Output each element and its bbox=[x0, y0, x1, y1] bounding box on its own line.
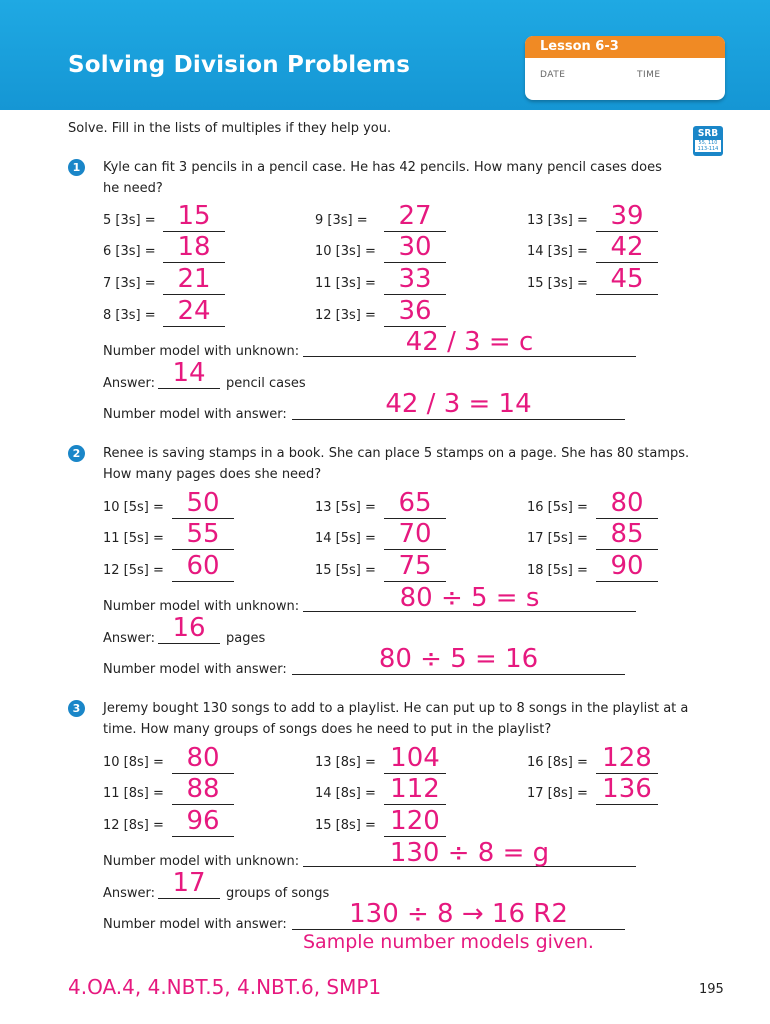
answer-unit: groups of songs bbox=[226, 886, 330, 901]
answer-blank[interactable] bbox=[172, 549, 234, 550]
multiple-label: 10 [8s] = bbox=[103, 755, 164, 770]
problem-text-line: he need? bbox=[103, 181, 163, 196]
problem-number-badge: 1 bbox=[68, 159, 85, 176]
handwritten-model-unknown: 42 / 3 = c bbox=[405, 327, 534, 357]
handwritten-value: 104 bbox=[390, 743, 440, 773]
handwritten-model-unknown: 130 ÷ 8 = g bbox=[389, 838, 550, 868]
answer-blank[interactable] bbox=[158, 643, 220, 644]
multiple-label: 13 [3s] = bbox=[527, 213, 588, 228]
multiple-label: 14 [8s] = bbox=[315, 786, 376, 801]
handwritten-value: 50 bbox=[186, 488, 220, 518]
handwritten-value: 18 bbox=[177, 232, 211, 262]
answer-blank[interactable] bbox=[384, 294, 446, 295]
answer-blank[interactable] bbox=[158, 898, 220, 899]
answer-blank[interactable] bbox=[163, 262, 225, 263]
handwritten-value: 30 bbox=[398, 232, 432, 262]
multiple-label: 12 [3s] = bbox=[315, 308, 376, 323]
model-answer-label: Number model with answer: bbox=[103, 407, 287, 422]
instructions: Solve. Fill in the lists of multiples if they help you. bbox=[68, 121, 392, 136]
answer-blank[interactable] bbox=[384, 836, 446, 837]
multiple-label: 10 [5s] = bbox=[103, 500, 164, 515]
model-answer-label: Number model with answer: bbox=[103, 917, 287, 932]
problem-text-line: time. How many groups of songs does he need to put in the playlist? bbox=[103, 722, 552, 737]
handwritten-value: 80 bbox=[186, 743, 220, 773]
answer-blank[interactable] bbox=[163, 326, 225, 327]
handwritten-value: 128 bbox=[602, 743, 652, 773]
answer-blank[interactable] bbox=[596, 262, 658, 263]
handwritten-model-answer: 80 ÷ 5 = 16 bbox=[378, 644, 539, 674]
problem-text-line: Renee is saving stamps in a book. She can place 5 stamps on a page. She has 80 stamps. bbox=[103, 446, 690, 461]
problem-text bbox=[103, 157, 662, 199]
srb-badge bbox=[693, 126, 723, 156]
answer-unit: pages bbox=[226, 631, 266, 646]
standards: 4.OA.4, 4.NBT.5, 4.NBT.6, SMP1 bbox=[68, 975, 382, 999]
handwritten-value: 55 bbox=[186, 519, 220, 549]
multiple-label: 11 [3s] = bbox=[315, 276, 376, 291]
answer-blank[interactable] bbox=[384, 262, 446, 263]
sample-note: Sample number models given. bbox=[303, 931, 594, 953]
multiple-label: 15 [5s] = bbox=[315, 563, 376, 578]
handwritten-value: 136 bbox=[602, 774, 652, 804]
handwritten-value: 39 bbox=[610, 201, 644, 231]
handwritten-value: 27 bbox=[398, 201, 432, 231]
problem-text bbox=[103, 698, 688, 740]
model-unknown-label: Number model with unknown: bbox=[103, 854, 300, 869]
multiple-label: 11 [5s] = bbox=[103, 531, 164, 546]
multiple-label: 6 [3s] = bbox=[103, 244, 156, 259]
answer-blank[interactable] bbox=[384, 581, 446, 582]
answer-blank[interactable] bbox=[384, 549, 446, 550]
page-header bbox=[0, 0, 770, 110]
handwritten-answer: 16 bbox=[172, 613, 206, 643]
multiple-label: 8 [3s] = bbox=[103, 308, 156, 323]
handwritten-model-answer: 130 ÷ 8 → 16 R2 bbox=[349, 899, 568, 929]
handwritten-value: 60 bbox=[186, 551, 220, 581]
handwritten-value: 120 bbox=[390, 806, 440, 836]
multiple-label: 16 [8s] = bbox=[527, 755, 588, 770]
answer-blank[interactable] bbox=[384, 804, 446, 805]
multiple-label: 18 [5s] = bbox=[527, 563, 588, 578]
answer-blank[interactable] bbox=[596, 294, 658, 295]
srb-pages: 55, 110 113-114 bbox=[695, 140, 721, 152]
date-label: DATE bbox=[540, 70, 566, 80]
handwritten-model-unknown: 80 ÷ 5 = s bbox=[399, 583, 540, 613]
multiple-label: 10 [3s] = bbox=[315, 244, 376, 259]
multiple-label: 11 [8s] = bbox=[103, 786, 164, 801]
answer-blank[interactable] bbox=[172, 836, 234, 837]
problem-text-line: How many pages does she need? bbox=[103, 467, 322, 482]
multiple-label: 14 [5s] = bbox=[315, 531, 376, 546]
multiple-label: 13 [8s] = bbox=[315, 755, 376, 770]
page-number: 195 bbox=[699, 982, 724, 997]
answer-label: Answer: bbox=[103, 886, 156, 901]
handwritten-value: 85 bbox=[610, 519, 644, 549]
handwritten-value: 45 bbox=[610, 264, 644, 294]
answer-label: Answer: bbox=[103, 376, 156, 391]
model-answer-blank[interactable] bbox=[292, 674, 625, 675]
handwritten-value: 42 bbox=[610, 232, 644, 262]
time-label: TIME bbox=[637, 70, 661, 80]
handwritten-value: 75 bbox=[398, 551, 432, 581]
problem-text-line: Jeremy bought 130 songs to add to a playlist. He can put up to 8 songs in the playlist at a bbox=[103, 701, 689, 716]
handwritten-value: 88 bbox=[186, 774, 220, 804]
srb-label: SRB bbox=[697, 128, 719, 139]
answer-unit: pencil cases bbox=[226, 376, 306, 391]
multiple-label: 5 [3s] = bbox=[103, 213, 156, 228]
answer-blank[interactable] bbox=[158, 388, 220, 389]
problem-text-line: Kyle can fit 3 pencils in a pencil case. He has 42 pencils. How many pencil cases does bbox=[103, 160, 662, 175]
handwritten-value: 80 bbox=[610, 488, 644, 518]
answer-blank[interactable] bbox=[596, 549, 658, 550]
multiple-label: 12 [5s] = bbox=[103, 563, 164, 578]
handwritten-value: 112 bbox=[390, 774, 440, 804]
answer-blank[interactable] bbox=[172, 804, 234, 805]
handwritten-model-answer: 42 / 3 = 14 bbox=[385, 389, 532, 419]
answer-blank[interactable] bbox=[596, 804, 658, 805]
model-answer-label: Number model with answer: bbox=[103, 662, 287, 677]
multiple-label: 15 [8s] = bbox=[315, 818, 376, 833]
multiple-label: 7 [3s] = bbox=[103, 276, 156, 291]
lesson-label: Lesson 6-3 bbox=[540, 39, 619, 54]
answer-label: Answer: bbox=[103, 631, 156, 646]
handwritten-value: 15 bbox=[177, 201, 211, 231]
multiple-label: 12 [8s] = bbox=[103, 818, 164, 833]
model-answer-blank[interactable] bbox=[292, 929, 625, 930]
handwritten-value: 33 bbox=[398, 264, 432, 294]
handwritten-value: 70 bbox=[398, 519, 432, 549]
multiple-label: 15 [3s] = bbox=[527, 276, 588, 291]
handwritten-value: 21 bbox=[177, 264, 211, 294]
model-unknown-label: Number model with unknown: bbox=[103, 344, 300, 359]
handwritten-answer: 17 bbox=[172, 868, 206, 898]
handwritten-value: 65 bbox=[398, 488, 432, 518]
answer-blank[interactable] bbox=[163, 294, 225, 295]
page-title: Solving Division Problems bbox=[68, 52, 411, 78]
handwritten-answer: 14 bbox=[172, 358, 206, 388]
model-answer-blank[interactable] bbox=[292, 419, 625, 420]
lesson-tab bbox=[525, 36, 725, 58]
answer-blank[interactable] bbox=[172, 581, 234, 582]
multiple-label: 17 [8s] = bbox=[527, 786, 588, 801]
problem-number-badge: 3 bbox=[68, 700, 85, 717]
answer-blank[interactable] bbox=[596, 581, 658, 582]
multiple-label: 14 [3s] = bbox=[527, 244, 588, 259]
handwritten-value: 96 bbox=[186, 806, 220, 836]
lesson-box bbox=[525, 36, 725, 100]
problem-number-badge: 2 bbox=[68, 445, 85, 462]
problem-text bbox=[103, 443, 689, 485]
handwritten-value: 90 bbox=[610, 551, 644, 581]
handwritten-value: 24 bbox=[177, 296, 211, 326]
multiple-label: 13 [5s] = bbox=[315, 500, 376, 515]
handwritten-value: 36 bbox=[398, 296, 432, 326]
multiple-label: 17 [5s] = bbox=[527, 531, 588, 546]
multiple-label: 16 [5s] = bbox=[527, 500, 588, 515]
model-unknown-label: Number model with unknown: bbox=[103, 599, 300, 614]
multiple-label: 9 [3s] = bbox=[315, 213, 368, 228]
